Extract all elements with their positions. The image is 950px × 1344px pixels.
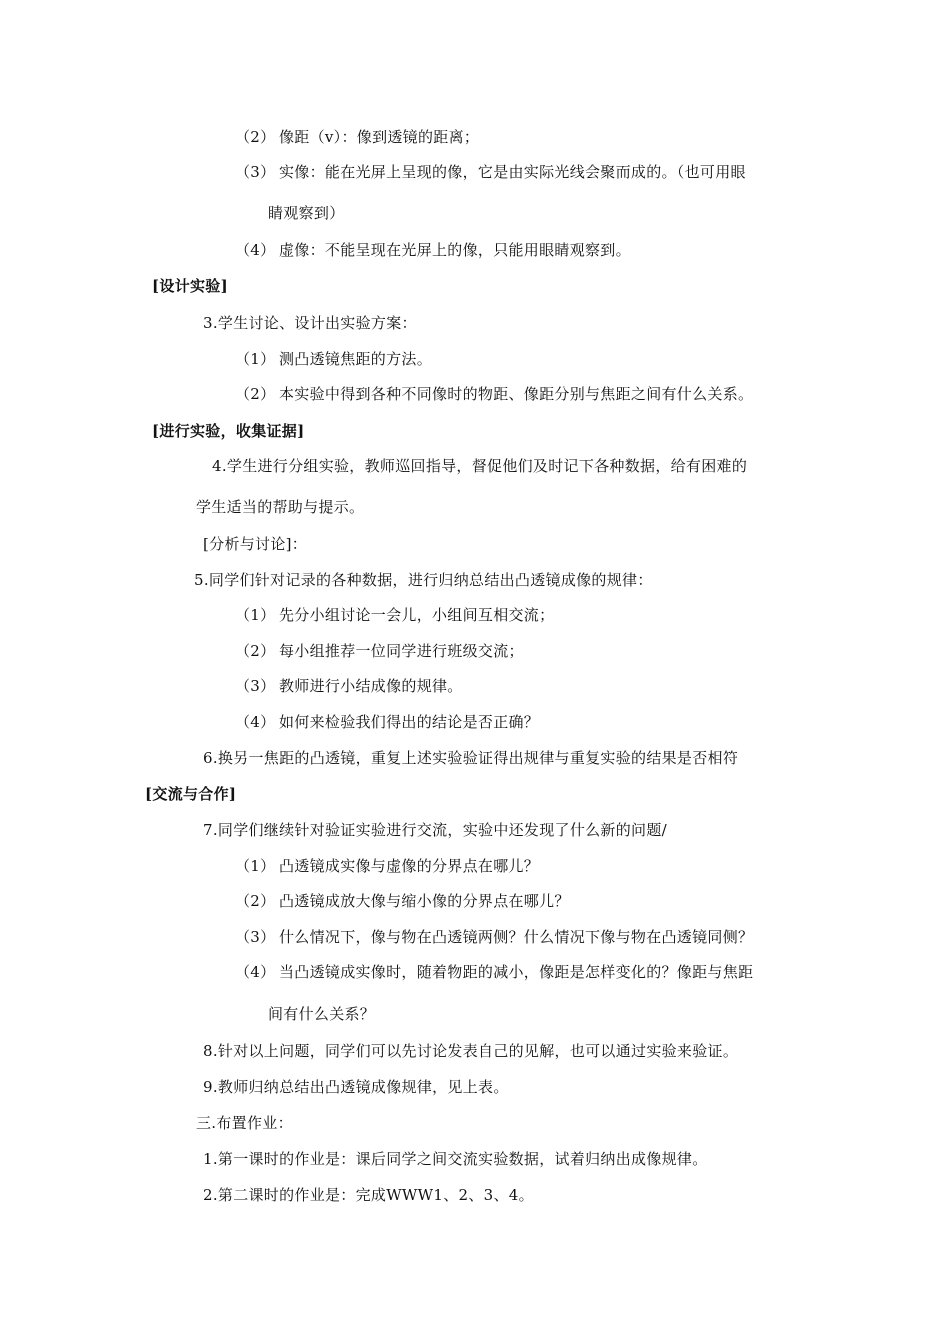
item-text: 凸透镜成实像与虚像的分界点在哪儿？ (279, 857, 540, 875)
item-number: （3） (235, 677, 276, 695)
item-number: （2） (235, 642, 276, 660)
paragraph-line: 8.针对以上问题，同学们可以先讨论发表自己的见解，也可以通过实验来验证。 (203, 1042, 739, 1060)
paragraph-line: 7.同学们继续针对验证实验进行交流，实验中还发现了什么新的问题/ (203, 821, 667, 839)
list-item (235, 349, 432, 369)
item-text: 像距（v）：像到透镜的距离； (279, 128, 480, 146)
list-item (235, 240, 631, 260)
list-item (235, 127, 479, 147)
item-text: 虚像：不能呈现在光屏上的像，只能用眼睛观察到。 (279, 241, 631, 259)
list-item (235, 712, 539, 732)
paragraph-line: 三.布置作业： (196, 1114, 293, 1132)
paragraph-line: 3.学生讨论、设计出实验方案： (203, 314, 417, 332)
item-number: （4） (235, 241, 276, 259)
list-item (235, 856, 539, 876)
paragraph-line: 5.同学们针对记录的各种数据，进行归纳总结出凸透镜成像的规律： (194, 571, 653, 589)
item-text: 凸透镜成放大像与缩小像的分界点在哪儿？ (279, 892, 570, 910)
item-text: 实像：能在光屏上呈现的像，它是由实际光线会聚而成的。（也可用眼 (279, 163, 746, 181)
item-number: （2） (235, 385, 276, 403)
paragraph-line: 1.第一课时的作业是：课后同学之间交流实验数据，试着归纳出成像规律。 (203, 1150, 708, 1168)
list-item (235, 641, 524, 661)
list-item (235, 927, 753, 947)
list-item (235, 162, 746, 182)
item-text: 当凸透镜成实像时，随着物距的减小，像距是怎样变化的？像距与焦距 (279, 963, 754, 981)
item-text: 每小组推荐一位同学进行班级交流； (279, 642, 524, 660)
item-text: 什么情况下，像与物在凸透镜两侧？什么情况下像与物在凸透镜同侧？ (279, 928, 754, 946)
paragraph-line: 间有什么关系？ (268, 1005, 376, 1023)
paragraph-line: 2.第二课时的作业是：完成WWW1、2、3、4。 (203, 1186, 534, 1204)
list-item (235, 605, 554, 625)
item-number: （3） (235, 928, 276, 946)
item-number: （4） (235, 713, 276, 731)
item-text: 测凸透镜焦距的方法。 (279, 350, 433, 368)
list-item (235, 676, 463, 696)
paragraph-line: 9.教师归纳总结出凸透镜成像规律，见上表。 (203, 1078, 509, 1096)
paragraph-line: 4.学生进行分组实验，教师巡回指导，督促他们及时记下各种数据，给有困难的 (212, 457, 748, 475)
section-heading: [进行实验，收集证据] (152, 422, 305, 440)
item-text: 本实验中得到各种不同像时的物距、像距分别与焦距之间有什么关系。 (279, 385, 754, 403)
paragraph-line: 学生适当的帮助与提示。 (196, 498, 365, 516)
paragraph-line: [分析与讨论]： (203, 535, 308, 553)
item-number: （1） (235, 857, 276, 875)
item-number: （1） (235, 350, 276, 368)
item-number: （1） (235, 606, 276, 624)
item-number: （4） (235, 963, 276, 981)
section-heading: [设计实验] (152, 277, 228, 295)
item-text: 教师进行小结成像的规律。 (279, 677, 463, 695)
list-item (235, 384, 753, 404)
paragraph-line: 6.换另一焦距的凸透镜，重复上述实验验证得出规律与重复实验的结果是否相符 (203, 749, 739, 767)
item-number: （3） (235, 163, 276, 181)
item-text: 如何来检验我们得出的结论是否正确？ (279, 713, 540, 731)
list-item (235, 962, 753, 982)
section-heading: [交流与合作] (145, 785, 237, 803)
item-number: （2） (235, 128, 276, 146)
item-number: （2） (235, 892, 276, 910)
item-text: 先分小组讨论一会儿，小组间互相交流； (279, 606, 555, 624)
list-item (235, 891, 570, 911)
paragraph-line: 睛观察到） (268, 204, 345, 222)
